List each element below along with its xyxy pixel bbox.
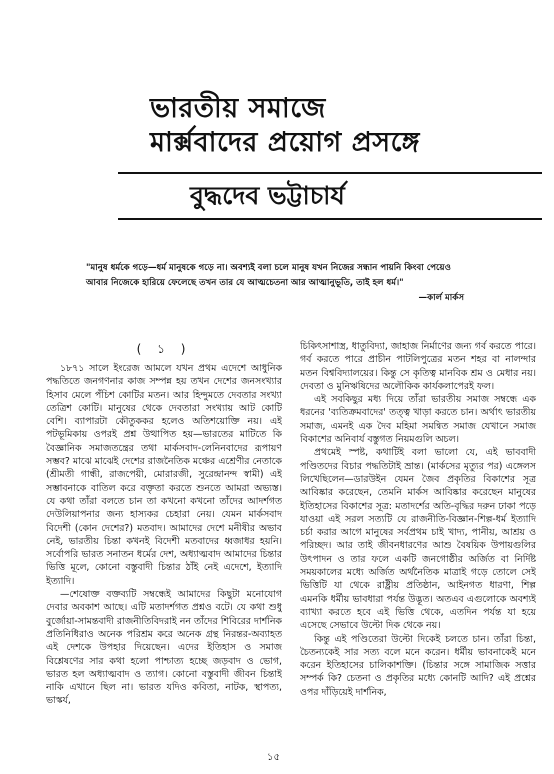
paragraph: কিন্তু এই পণ্ডিতেরা উল্টো দিকেই চলতে চান। তাঁরা চিন্তা, চৈতন্যকেই সার সত্য বলে মনে করেন। ধর্মীয় ভাবনাকেই মনে করেন ইতিহাসের চালিকাশক্তি। (চিন্তার সঙ্গে সামাজিক সত্তার সম্পর্ক কি? চেতনা ও প্রকৃতির মধ্যে কোনটি আদি? এই প্রশ্নের ওপর দাঁড়িয়েই দার্শনিক,: [300, 633, 536, 698]
right-column: [300, 340, 536, 752]
article-title: [150, 92, 542, 160]
title-line-1: ভারতীয় সমাজে: [150, 93, 326, 124]
section-number: ( ১ ): [136, 342, 192, 356]
paragraph: চিকিৎসাশাস্ত্র, ধাতুবিদ্যা, জাহাজ নির্মাণের জন্য গর্ব করতে পারে। গর্ব করতে পারে প্রাচীন পাটলিপুত্রের মতন শহর বা নালন্দার মতন বিশ্ববিদ্যালয়ের। কিন্তু সে কৃতিত্ব মানবিক শ্রম ও মেধার নয়। দেবতা ও মুনিঋষিদের অলৌকিক কার্যকলাপেরই ফল।: [300, 341, 536, 392]
epigraph-quote: [86, 261, 464, 306]
paragraph: প্রথমেই স্পষ্ট, কথাটিই বলা ভালো যে, এই ভাববাদী পণ্ডিতদের বিচার পদ্ধতিটাই ভ্রান্ত। (মার্কসের মৃত্যুর পর) এঙ্গেলস লিখেছিলেন—ডারউইন যেমন জৈব প্রকৃতির বিকাশের সূত্র আবিষ্কার করেছেন, তেমনি মার্কস আবিষ্কার করেছেন মানুষের ইতিহাসের বিকাশের সূত্র: মতাদর্শের অতি-বৃদ্ধির দরুন ঢাকা পড়ে যাওয়া এই সরল সত্যটি যে রাজনীতি-বিজ্ঞান-শিল্প-ধর্ম ইত্যাদি চর্চা করার আগে মানুষের সর্বপ্রথম চাই খাদ্য, পানীয়, আশ্রয় ও পরিচ্ছদ। আর তাই জীবনধারণের আশু বৈষয়িক উপায়গুলির উৎপাদন ও তার ফলে একটি জনগোষ্ঠীর অর্জিত বা নির্দিষ্ট সময়কালের মধ্যে অর্জিত অর্থনৈতিক মাত্রাই গড়ে তোলে সেই ভিত্তিটি যা থেকে রাষ্ট্রীয় প্রতিষ্ঠান, আইনগত ধারণা, শিল্প এমনকি ধর্মীয় ভাবধারা পর্যন্ত উদ্ভূত। অতএব এগুলোকে অবশ্যই ব্যাখ্যা করতে হবে এই ভিত্তি থেকে, এতদিন পর্যন্ত যা হয়ে এসেছে সেভাবে উল্টো দিক থেকে নয়।: [300, 447, 536, 632]
left-column: [46, 340, 282, 752]
page-number: ১৫: [267, 752, 280, 763]
epigraph-text: "মানুষ ধর্মকে গড়ে—ধর্ম মানুষকে গড়ে না। অবশ্যই বলা চলে মানুষ যখন নিজের সন্ধান পায়নি কিংবা পেয়েও আবার নিজেকে হারিয়ে ফেলেছে তখন তার যে আত্মচেতনা আর আত্মানুভূতি, তাই হল ধর্ম।": [86, 263, 451, 288]
title-rule-bottom: [118, 218, 542, 220]
article-author: বুদ্ধদেব ভট্টাচার্য: [190, 181, 345, 210]
paragraph: —শেষোক্ত বক্তব্যটি সম্বন্ধেই আমাদের কিছুটা মনোযোগ দেবার অবকাশ আছে। এটি মতাদর্শগত প্রশ্নও বটে। যে কথা শুধু বুর্জোয়া-সামন্তবাদী রাজনীতিবিদরাই নন তাঁদের শিবিরের দার্শনিক প্রতিনিধিরাও অনেক পরিশ্রম করে অনেক গ্রন্থ নিরন্তর-অব্যাহত এই দেশকে উপহার দিয়েছেন। এদের ইতিহাস ও সমাজ বিশ্লেষণের সার কথা হলো পাশ্চাত্য হচ্ছে জড়বাদ ও ভোগ, ভারত হল অধ্যাত্মবাদ ও ত্যাগ। কোনো বস্তুবাদী জীবন চিন্তাই নাকি এখানে ছিল না। ভারত যদিও কবিতা, নাটক, স্থাপত্য, ভাস্কর্য,: [46, 589, 282, 707]
title-line-2: মার্ক্সবাদের প্রয়োগ প্রসঙ্গে: [150, 127, 420, 158]
title-rule-top: [118, 172, 542, 174]
paragraph: ১৮৭১ সালে ইংরেজ আমলে যখন প্রথম এদেশে আধুনিক পদ্ধতিতে জনগণনার কাজ সম্পন্ন হয় তখন দেশের জনসংখ্যার হিসাব মেলে পঁচিশ কোটির মতন। আর হিন্দুমতে দেবতার সংখ্যা তেত্রিশ কোটি। মানুষের থেকে দেবতারা সংখ্যায় আট কোটি বেশি। ব্যাপারটা কৌতুককর হলেও অতিশয়োক্তি নয়। এই পটভূমিকায় ওপরই প্রশ্ন উত্থাপিত হয়—ভারতের মাটিতে কি বৈজ্ঞানিক সমাজতন্ত্রের তথা মার্কসবাদ-লেনিনবাদের রূপায়ণ সম্ভব? মাঝে মাঝেই দেশের রাজনৈতিক মঞ্চের এশ্রেণীর নেতাকে (শ্রীমতী গান্ধী, রাজপেয়ী, মোরারজী, সুরেন্দ্রানন্দ স্বামী) এই সম্ভাবনাকে বাতিল করে বক্তৃতা করতে শুনতে আমরা অভ্যস্ত। যে কথা তাঁরা বলতে চান তা কখনো কখনো তাঁদের আদর্শগত দেউলিয়াপনার জন্য হাস্যকর চেহারা নেয়। যেমন মার্কসবাদ বিদেশী (কোন দেশের?) মতবাদ। আমাদের দেশে মনীষীর অভাব নেই, ভারতীয় চিন্তা কখনই বিদেশী মতবাদের ধ্বজাধর হয়নি। সর্বোপরি ভারত সনাতন ধর্মের দেশ, অধ্যাত্মবাদ আমাদের চিন্তার ভিত্তি মূলে, কোনো বস্তুবাদী চিন্তার ঠাঁই নেই এদেশে, ইত্যাদি ইত্যাদি।: [46, 363, 282, 587]
epigraph-attribution: —কার্ল মার্কস: [418, 293, 464, 303]
paragraph: এই সবকিছুর মধ্য দিয়ে তাঁরা ভারতীয় সমাজ সম্বন্ধে এক ধরনের 'ব্যতিক্রমবাদের' তত্ত্ব খাড়া করতে চান। অর্থাৎ ভারতীয় সমাজ, এমনই এক দৈব মহিমা সমন্বিত সমাজ যেখানে সমাজ বিকাশের অনিবার্য বস্তুগত নিয়মগুলি অচল।: [300, 394, 536, 446]
